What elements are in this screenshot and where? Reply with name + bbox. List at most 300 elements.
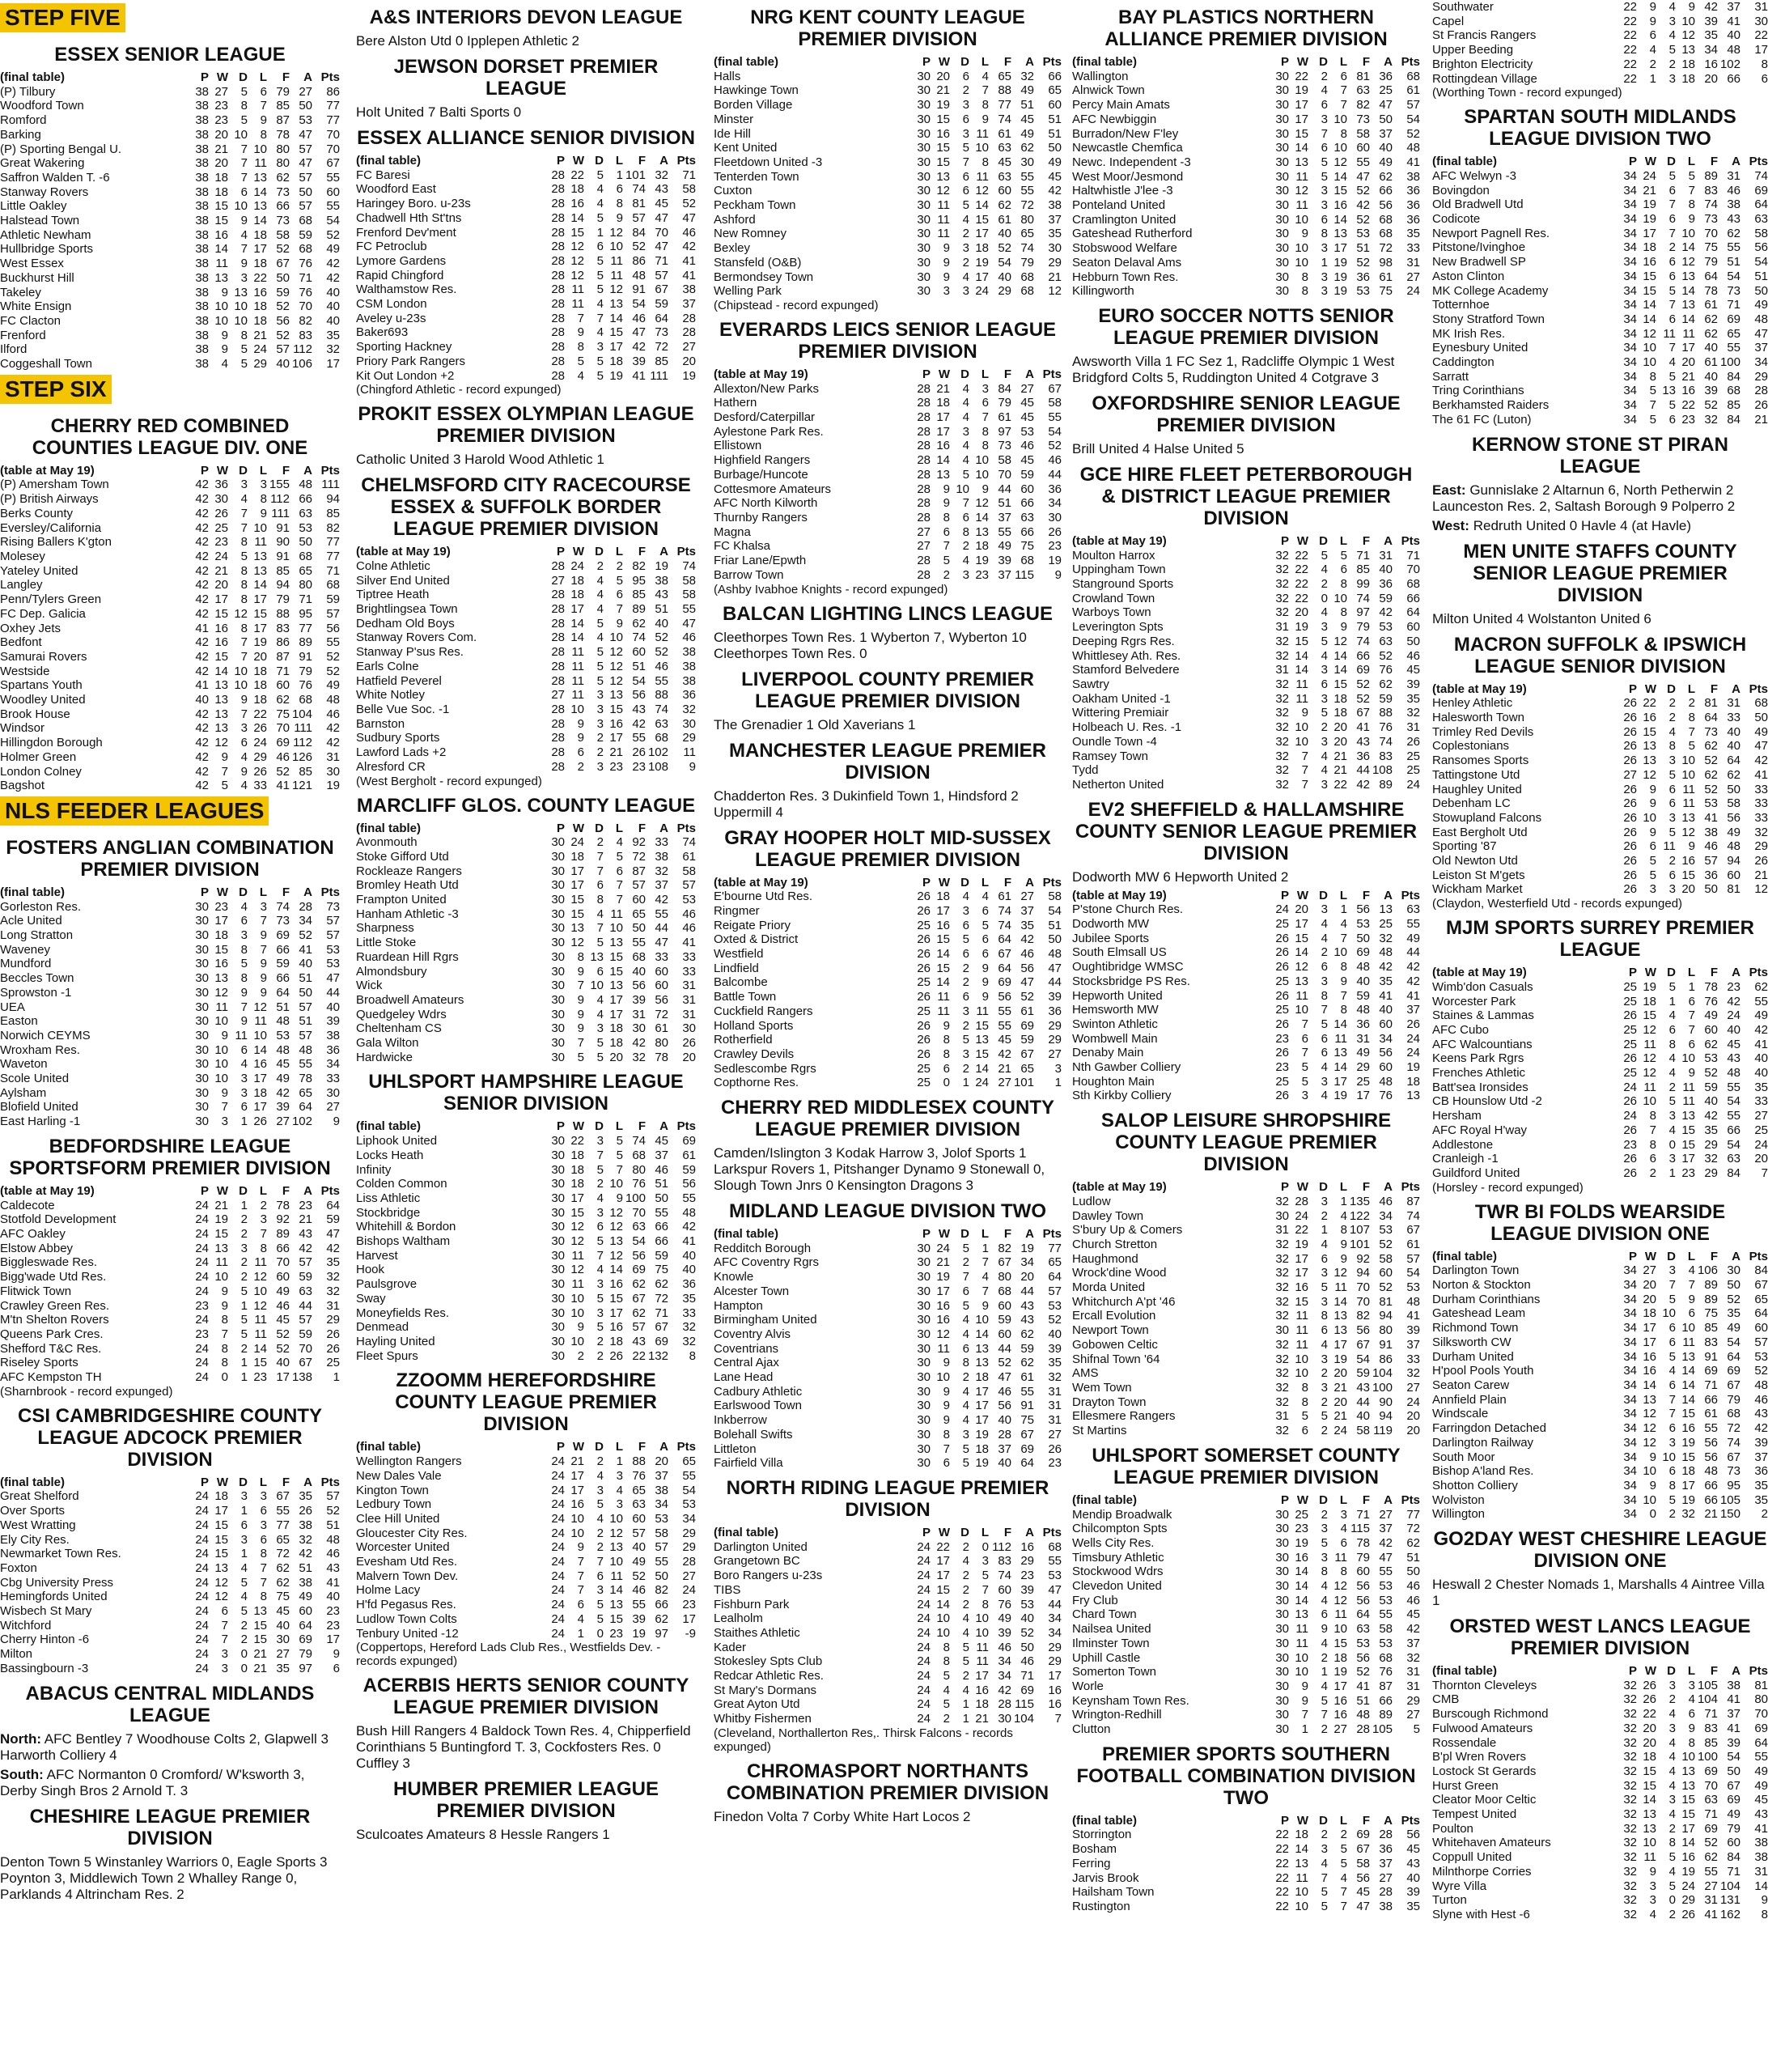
stat-cell: 10	[936, 1625, 950, 1640]
stat-cell: 2	[962, 227, 969, 241]
stat-cell: 70	[1356, 1294, 1370, 1309]
team-name: Coventrians	[714, 1341, 779, 1356]
team-name: Dodworth MW	[1072, 917, 1150, 932]
stat-cell: 23	[195, 1298, 209, 1313]
stat-cell: 7	[1340, 988, 1347, 1003]
stat-cell: 22	[1275, 1899, 1289, 1913]
stat-cell: 30	[917, 1384, 931, 1399]
team-name: Newcastle Chemfica	[1072, 141, 1183, 155]
table-header-row	[1072, 1493, 1420, 1508]
stat-cell: 4	[962, 439, 969, 453]
stat-cell: 45	[1406, 1607, 1420, 1622]
stat-cell: 5	[982, 918, 989, 932]
league-header: ORSTED WEST LANCS LEAGUE PREMIER DIVISION	[1449, 1616, 1751, 1660]
stat-cell: 55	[1020, 169, 1034, 184]
stat-cell: 47	[1379, 98, 1393, 113]
team-name: Bassingbourn -3	[0, 1661, 89, 1675]
stat-cell: 10	[1295, 212, 1308, 227]
stat-cell: 5	[1649, 868, 1656, 882]
table-row	[356, 1206, 696, 1221]
column-header: Pts	[1042, 55, 1062, 69]
stat-cell: 33	[1754, 782, 1768, 796]
stat-cell: 64	[1754, 1735, 1768, 1750]
stat-cell: 11	[976, 1004, 989, 1018]
stat-cell: 36	[1048, 1004, 1062, 1018]
stat-cell: 19	[1020, 1241, 1034, 1255]
stat-cell: 53	[1048, 1298, 1062, 1313]
stat-cell: 15	[570, 225, 584, 240]
stat-cell: 3	[962, 1047, 969, 1061]
stat-cell: 38	[1754, 1850, 1768, 1865]
stat-cell: 21	[214, 1198, 228, 1212]
team-name: Stanway Rovers Com.	[356, 631, 477, 645]
stat-cell: 89	[1379, 1708, 1393, 1722]
stat-cell: 6	[240, 914, 248, 928]
stat-cell: 17	[975, 270, 989, 284]
team-name: Penn/Tylers Green	[0, 592, 102, 607]
stat-cell: 16	[609, 716, 623, 731]
table-row	[1072, 1046, 1420, 1060]
stat-cell: 4	[221, 357, 228, 372]
stat-cell: 4	[240, 1590, 248, 1604]
team-name: Worcester United	[356, 1540, 450, 1555]
table-row	[0, 986, 340, 1000]
table-row	[0, 1633, 340, 1647]
table-header-row	[714, 1526, 1062, 1540]
stat-cell: 52	[1379, 1280, 1393, 1295]
stat-cell: 10	[1333, 945, 1347, 960]
stat-cell: 12	[975, 184, 989, 198]
stat-cell: 16	[609, 1277, 623, 1292]
stat-cell: 16	[936, 918, 950, 932]
stat-cell: 35	[326, 328, 340, 342]
stat-cell: 68	[1020, 284, 1034, 299]
team-name: Drayton Town	[1072, 1395, 1147, 1409]
stat-cell: 24	[195, 1575, 209, 1590]
team-name: Infinity	[356, 1162, 392, 1177]
team-name: Richmond Town	[1432, 1321, 1519, 1335]
stat-cell: 10	[1662, 1306, 1676, 1321]
stat-cell: 54	[632, 1234, 646, 1249]
league-table	[1432, 1664, 1768, 1922]
stat-cell: 18	[1333, 691, 1347, 706]
stat-cell: 38	[655, 1483, 668, 1497]
league-header: ACERBIS HERTS SENIOR COUNTY LEAGUE PREMIER DIVISION	[363, 1675, 689, 1719]
table-row	[356, 1469, 696, 1484]
stat-cell: 42	[195, 578, 209, 592]
team-name: Jubilee Sports	[1072, 931, 1150, 945]
stat-cell: 5	[596, 1050, 604, 1064]
table-row	[1072, 1323, 1420, 1338]
stat-cell: 12	[1295, 184, 1308, 198]
stat-cell: 54	[1727, 1750, 1740, 1764]
stat-cell: 50	[1754, 710, 1768, 724]
table-row	[1072, 170, 1420, 185]
table-row	[0, 971, 340, 986]
stat-cell: 71	[1704, 1707, 1718, 1722]
column-header: A	[303, 1475, 312, 1489]
stat-cell: 31	[1406, 1665, 1420, 1679]
stat-cell: 22	[1275, 1842, 1289, 1857]
stat-cell: 4	[1668, 1123, 1676, 1137]
results-text: Denton Town 5 Winstanley Warriors 0, Eagle Sports 3 Poynton 3, Middlewich Town 2 Whalley Range 0, Parklands 4 Altrincham Res. 2	[0, 1853, 328, 1902]
stat-cell: 68	[1406, 577, 1420, 592]
stat-cell: 32	[1623, 1778, 1637, 1793]
team-name: Wells City Res.	[1072, 1535, 1155, 1550]
team-name: Hepworth United	[1072, 988, 1163, 1003]
stat-cell: 30	[1754, 14, 1768, 28]
team-name: Moneyfields Res.	[356, 1306, 450, 1320]
stat-cell: 6	[1668, 212, 1676, 227]
stat-cell: 126	[291, 749, 312, 764]
stat-cell: 54	[998, 255, 1011, 270]
stat-cell: 19	[1643, 979, 1656, 994]
stat-cell: 2	[962, 1569, 969, 1583]
stat-cell: 56	[326, 621, 340, 635]
stat-cell: 21	[1754, 868, 1768, 882]
table-row	[0, 128, 340, 142]
column-header: Pts	[320, 1475, 340, 1489]
table-row	[0, 622, 340, 636]
stat-cell: 47	[632, 325, 646, 340]
stat-cell: 10	[1295, 720, 1308, 735]
stat-cell: 2	[596, 835, 604, 850]
stat-cell: 32	[1623, 1692, 1637, 1707]
stat-cell: 111	[650, 368, 668, 383]
table-row	[714, 1370, 1062, 1385]
stat-cell: 12	[1333, 634, 1347, 648]
stat-cell: 2	[1668, 1821, 1676, 1836]
column-header: D	[239, 1475, 248, 1489]
table-row	[356, 1163, 696, 1178]
stat-cell: 8	[1340, 577, 1347, 592]
stat-cell: 6	[1649, 1152, 1656, 1166]
stat-cell: 60	[276, 678, 290, 693]
stat-cell: 35	[1754, 1478, 1768, 1492]
stat-cell: 6	[240, 736, 248, 750]
stat-cell: 17	[570, 602, 584, 617]
stat-cell: 35	[299, 1489, 312, 1504]
stat-cell: 11	[1295, 988, 1308, 1003]
stat-cell: 26	[1623, 754, 1637, 768]
stat-cell: 67	[1356, 1842, 1370, 1857]
table-header-row	[0, 1184, 340, 1199]
table-row	[1072, 720, 1420, 735]
stat-cell: 40	[1727, 724, 1740, 739]
stat-cell: 3	[240, 1085, 248, 1100]
stat-cell: 2	[962, 975, 969, 990]
table-row	[0, 199, 340, 214]
stat-cell: 32	[1048, 1370, 1062, 1385]
stat-cell: 59	[655, 1248, 668, 1263]
stat-cell: 60	[1356, 1565, 1370, 1579]
stat-cell: 6	[962, 918, 969, 932]
stat-cell: 35	[1406, 227, 1420, 241]
team-name: AFC Coventry Rgrs	[714, 1255, 820, 1270]
stat-cell: 16	[936, 439, 950, 453]
stat-cell: 46	[998, 1640, 1011, 1654]
stat-cell: 8	[962, 1356, 969, 1370]
stat-cell: 12	[1643, 1435, 1656, 1450]
stat-cell: 32	[326, 1284, 340, 1298]
stat-cell: 34	[326, 1057, 340, 1072]
table-caption: (table at May 19)	[714, 875, 808, 890]
stat-cell: 24	[936, 1241, 950, 1255]
table-row	[1072, 649, 1420, 664]
team-name: Whitchurch A'pt '46	[1072, 1294, 1176, 1309]
stat-cell: 6	[240, 185, 248, 199]
stat-cell: 50	[299, 535, 312, 550]
stat-cell: 4	[240, 779, 248, 793]
team-name: Houghton Main	[1072, 1074, 1155, 1089]
stat-cell: 40	[1406, 1870, 1420, 1885]
table-row	[0, 257, 340, 271]
stat-cell: 5	[1668, 1492, 1676, 1507]
column-header: P	[556, 1119, 565, 1134]
stat-cell: 13	[1643, 754, 1656, 768]
stat-cell: 9	[260, 506, 267, 520]
table-row	[1072, 284, 1420, 299]
stat-cell: 3	[221, 1647, 228, 1662]
stat-cell: 11	[610, 268, 623, 282]
stat-cell: 80	[655, 1036, 668, 1051]
stat-cell: 28	[682, 311, 696, 325]
stat-cell: 41	[1754, 1037, 1768, 1051]
stat-cell: 47	[299, 127, 312, 142]
stat-cell: 5	[596, 1162, 604, 1177]
stat-cell: 24	[1623, 1080, 1637, 1094]
stat-cell: 57	[299, 170, 312, 185]
stat-cell: 18	[1333, 706, 1347, 720]
stat-cell: 4	[240, 899, 248, 914]
team-name: Wickham Market	[1432, 882, 1523, 897]
column-header: A	[1732, 1249, 1740, 1263]
stat-cell: 9	[1688, 1066, 1695, 1081]
stat-cell: 21	[570, 1454, 584, 1469]
column-header: L	[615, 821, 623, 835]
column-header: A	[1384, 1180, 1393, 1195]
stat-cell: 59	[326, 1212, 340, 1227]
stat-cell: 7	[260, 1560, 267, 1575]
column-header: Pts	[1401, 888, 1420, 902]
table-row	[356, 950, 696, 965]
team-name: Sudbury Sports	[356, 731, 440, 745]
table-row	[0, 1284, 340, 1299]
stat-cell: 65	[299, 1085, 312, 1100]
table-row	[1072, 1223, 1420, 1238]
stat-cell: 35	[1406, 1899, 1420, 1913]
stat-cell: 22	[1623, 14, 1637, 28]
stat-cell: 13	[253, 563, 267, 578]
stat-cell: 1	[333, 1370, 340, 1385]
column-header: D	[239, 885, 248, 899]
results-text: Camden/Islington 3 Kodak Harrow 3, Jolof Sports 1 Larkspur Rovers 1, Pitshanger Dynamo 9 Stonewall 0, Slough Town Jnrs 0 Kensington Dragons 3	[714, 1145, 1045, 1194]
stat-cell: 8	[240, 578, 248, 592]
stat-cell: 28	[551, 325, 565, 340]
stat-cell: 30	[551, 1036, 565, 1051]
stat-cell: 46	[1379, 1194, 1393, 1208]
stat-cell: 14	[1333, 169, 1347, 184]
league-table	[0, 885, 340, 1129]
stat-cell: 30	[917, 69, 931, 83]
stat-cell: 52	[1406, 126, 1420, 141]
results-text: Sculcoates Amateurs 8 Hessle Rangers 1	[356, 1827, 610, 1843]
team-name: CMB	[1432, 1692, 1460, 1707]
stat-cell: 12	[609, 673, 623, 688]
column-header: P	[922, 1227, 931, 1242]
stat-cell: 63	[998, 169, 1011, 184]
column-header: P	[1280, 1813, 1289, 1828]
stat-cell: 57	[632, 1320, 646, 1335]
stat-cell: 9	[1301, 227, 1308, 241]
stat-cell: 9	[1301, 1693, 1308, 1708]
table-row	[714, 1611, 1062, 1626]
stat-cell: 8	[1668, 739, 1676, 754]
stat-cell: 8	[1649, 369, 1656, 384]
team-name: Chilcompton Spts	[1072, 1522, 1168, 1536]
stat-cell: 8	[1301, 270, 1308, 284]
team-name: Somerton Town	[1072, 1665, 1156, 1679]
stat-cell: 77	[998, 98, 1011, 113]
stat-cell: 42	[1406, 960, 1420, 974]
table-row	[714, 284, 1062, 299]
stat-cell: 13	[214, 678, 228, 693]
stat-cell: 85	[1704, 1321, 1718, 1335]
stat-cell: 55	[632, 1598, 646, 1612]
stat-cell: 39	[998, 1625, 1011, 1640]
stat-cell: 60	[998, 1327, 1011, 1341]
column-header: A	[659, 154, 668, 168]
stat-cell: 48	[326, 693, 340, 707]
stat-cell: 28	[682, 325, 696, 340]
stat-cell: 99	[1356, 577, 1370, 592]
stat-cell: 94	[1356, 1266, 1370, 1280]
stat-cell: 31	[1048, 1399, 1062, 1413]
stat-cell: 32	[1275, 677, 1289, 691]
team-name: AFC Oakley	[0, 1227, 66, 1241]
stat-cell: 6	[596, 964, 604, 979]
stat-cell: 14	[1754, 1879, 1768, 1893]
stat-cell: 37	[998, 1441, 1011, 1456]
stat-cell: 12	[1643, 1051, 1656, 1066]
stat-cell: 30	[195, 971, 209, 986]
stat-cell: 42	[195, 707, 209, 721]
stat-cell: 41	[195, 678, 209, 693]
stat-cell: 56	[1379, 1046, 1393, 1060]
stat-cell: 34	[1048, 496, 1062, 511]
team-name: TIBS	[714, 1582, 741, 1597]
stat-cell: 41	[1727, 1692, 1740, 1707]
stat-cell: 68	[326, 578, 340, 592]
stat-cell: 24	[1275, 902, 1289, 917]
team-name: Liphook United	[356, 1134, 438, 1149]
stat-cell: 57	[655, 268, 668, 282]
stat-cell: 2	[240, 1633, 248, 1647]
results-text: North: AFC Bentley 7 Woodhouse Colts 2, Glapwell 3 Harworth Colliery 4	[0, 1730, 329, 1763]
stat-cell: 6	[260, 84, 267, 99]
stat-cell: 6	[596, 1569, 604, 1583]
stat-cell: 49	[276, 1284, 290, 1298]
column-header: P	[556, 1440, 565, 1454]
stat-cell: 5	[1668, 767, 1676, 782]
stat-cell: 9	[689, 759, 696, 774]
table-row	[1072, 1637, 1420, 1651]
stat-cell: 2	[962, 961, 969, 975]
table-row	[356, 1569, 696, 1584]
column-header: W	[1296, 1180, 1308, 1195]
stat-cell: 42	[195, 535, 209, 550]
stat-cell: 41	[632, 368, 646, 383]
stat-cell: 7	[240, 142, 248, 156]
table-row	[1432, 327, 1768, 342]
table-row	[714, 1456, 1062, 1471]
stat-cell: 28	[551, 282, 565, 297]
stat-cell: 15	[936, 961, 950, 975]
table-row	[1072, 1075, 1420, 1089]
stat-cell: 52	[1379, 648, 1393, 663]
stat-cell: -9	[685, 1626, 696, 1641]
table-row	[1072, 1651, 1420, 1666]
stat-cell: 13	[1295, 155, 1308, 169]
stat-cell: 48	[299, 1042, 312, 1057]
team-name: Bromley Heath Utd	[356, 878, 459, 893]
team-name: Gloucester City Res.	[356, 1526, 468, 1540]
stat-cell: 63	[1356, 83, 1370, 98]
table-row	[1432, 1306, 1768, 1321]
stat-cell: 56	[276, 313, 290, 328]
table-row	[1432, 826, 1768, 840]
table-row	[1432, 1109, 1768, 1123]
stat-cell: 74	[1754, 168, 1768, 183]
column-header: D	[1667, 1249, 1676, 1263]
stat-cell: 5	[1321, 548, 1328, 563]
table-row	[714, 213, 1062, 227]
stat-cell: 68	[1406, 69, 1420, 83]
table-row	[714, 1413, 1062, 1428]
stat-cell: 52	[276, 328, 290, 342]
table-row	[356, 645, 696, 660]
stat-cell: 30	[1275, 1507, 1289, 1522]
stat-cell: 13	[609, 1234, 623, 1249]
table-header-row	[1072, 1180, 1420, 1195]
stat-cell: 24	[195, 1560, 209, 1575]
stat-cell: 4	[962, 1384, 969, 1399]
stat-cell: 12	[975, 496, 989, 511]
stat-cell: 6	[962, 947, 969, 962]
table-row	[1432, 1335, 1768, 1350]
stat-cell: 74	[682, 558, 696, 573]
stat-cell: 26	[1048, 1441, 1062, 1456]
stat-cell: 59	[299, 1327, 312, 1341]
league-header: NORTH RIDING LEAGUE PREMIER DIVISION	[726, 1477, 1049, 1521]
stat-cell: 24	[917, 1539, 931, 1554]
stat-cell: 5	[1321, 155, 1328, 169]
column-header: A	[1025, 367, 1034, 381]
team-name: Chadwell Hth St'tns	[356, 210, 462, 225]
stat-cell: 43	[1356, 1381, 1370, 1395]
column-header: W	[1644, 1249, 1656, 1263]
stat-cell: 34	[1623, 1507, 1637, 1522]
team-name: Durham United	[1432, 1349, 1514, 1364]
stat-cell: 11	[1334, 1550, 1347, 1565]
stat-cell: 23	[299, 1198, 312, 1212]
table-row	[1432, 1807, 1768, 1822]
stat-cell: 12	[570, 268, 584, 282]
stat-cell: 15	[253, 1618, 267, 1633]
stat-cell: 2	[240, 1255, 248, 1270]
table-row	[356, 574, 696, 588]
team-name: Poulton	[1432, 1821, 1473, 1836]
